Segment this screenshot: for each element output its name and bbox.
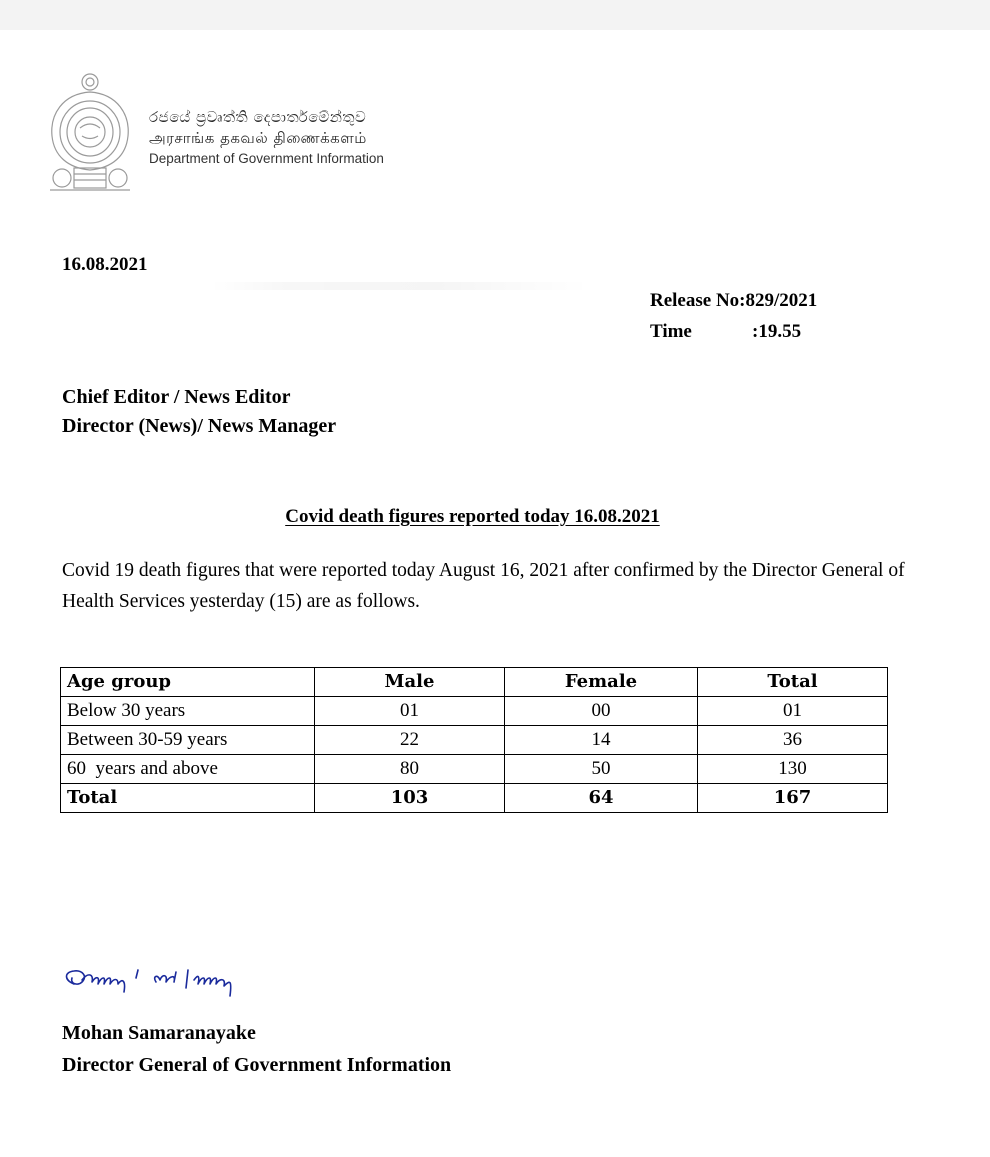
release-time-row <box>650 316 817 347</box>
cell-male: 22 <box>315 726 505 755</box>
cell-age-group: 60 years and above <box>61 755 315 784</box>
death-figures-table <box>60 667 888 813</box>
table-row <box>61 755 888 784</box>
cell-female: 14 <box>505 726 698 755</box>
total-female: 64 <box>505 784 698 813</box>
table-row <box>61 726 888 755</box>
cell-total: 36 <box>698 726 888 755</box>
table-header-row <box>61 668 888 697</box>
header-age-group: Age group <box>61 668 315 697</box>
national-emblem-icon <box>44 70 136 194</box>
header-female: Female <box>505 668 698 697</box>
letterhead <box>44 70 484 195</box>
handwritten-signature <box>60 962 310 1012</box>
org-name-english: Department of Government Information <box>149 151 384 166</box>
recipient-line: Director (News)/ News Manager <box>62 415 337 437</box>
subject-heading: Covid death figures reported today 16.08.2021 <box>285 506 660 527</box>
header-total: Total <box>698 668 888 697</box>
scan-artifact <box>210 282 590 290</box>
body-paragraph: Covid 19 death figures that were reported today August 16, 2021 after confirmed by the Director General of Health Services yesterday (15) are as follows. <box>62 560 905 612</box>
table-row <box>61 697 888 726</box>
recipients <box>62 383 336 441</box>
total-overall: 167 <box>698 784 888 813</box>
total-male: 103 <box>315 784 505 813</box>
header-male: Male <box>315 668 505 697</box>
cell-age-group: Between 30-59 years <box>61 726 315 755</box>
signatory-name: Mohan Samaranayake <box>62 1022 256 1044</box>
release-info <box>650 285 817 347</box>
cell-male: 01 <box>315 697 505 726</box>
table-total-row <box>61 784 888 813</box>
release-date: 16.08.2021 <box>62 254 148 275</box>
org-name-tamil: அரசாங்க தகவல் திணைக்களம் <box>149 129 367 147</box>
cell-total: 01 <box>698 697 888 726</box>
release-time: :19.55 <box>752 321 802 342</box>
cell-male: 80 <box>315 755 505 784</box>
top-bar <box>0 0 990 30</box>
recipient-line: Chief Editor / News Editor <box>62 386 291 408</box>
cell-total: 130 <box>698 755 888 784</box>
release-number: 829/2021 <box>745 290 818 311</box>
cell-age-group: Below 30 years <box>61 697 315 726</box>
signatory-block <box>62 1017 451 1081</box>
cell-female: 00 <box>505 697 698 726</box>
signatory-title: Director General of Government Information <box>62 1054 452 1076</box>
cell-female: 50 <box>505 755 698 784</box>
release-number-label: Release No: <box>650 290 746 311</box>
release-time-label: Time <box>650 321 692 342</box>
release-number-row <box>650 285 817 316</box>
total-label: Total <box>61 784 315 813</box>
org-name-sinhala: රජයේ ප්‍රවෘත්ති දෙපාර්තමේන්තුව <box>149 108 367 126</box>
